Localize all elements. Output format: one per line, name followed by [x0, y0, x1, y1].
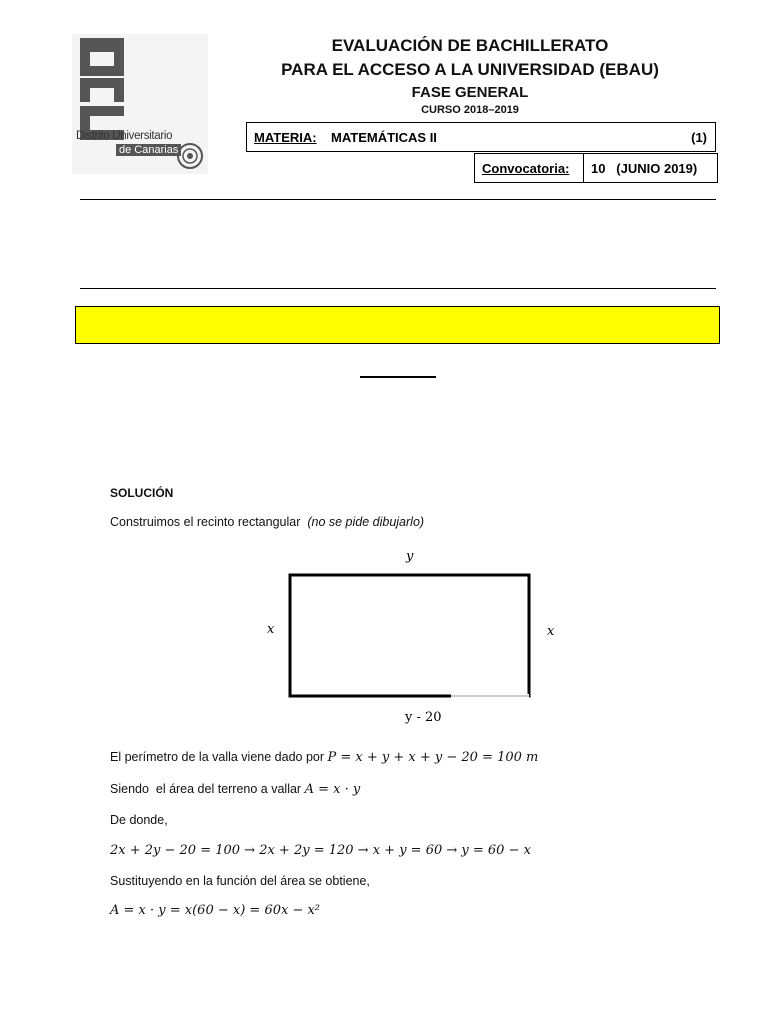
- area-line: [110, 782, 360, 797]
- perimeter-line: [110, 750, 538, 765]
- label-top-y: y: [406, 549, 414, 564]
- university-logo: [72, 34, 208, 174]
- area-function-equation: A = x · y = x(60 − x) = 60x − x²: [110, 903, 321, 918]
- area-equation: A = x · y: [304, 782, 361, 797]
- fence-rectangle: [290, 575, 529, 696]
- de-donde-text: De donde,: [110, 813, 168, 827]
- short-underline: [360, 376, 436, 378]
- intro-note: (no se pide dibujarlo): [307, 515, 425, 529]
- highlight-bar: [75, 306, 720, 344]
- subject-value: MATEMÁTICAS II: [331, 130, 437, 145]
- logo-text-line1: Distrito Universitario: [76, 130, 173, 142]
- rectangle-diagram: [0, 540, 768, 740]
- label-bottom: y - 20: [405, 710, 442, 725]
- convocation-value: 10 (JUNIO 2019): [591, 161, 698, 176]
- label-left-x: x: [267, 622, 275, 637]
- intro-text: Construimos el recinto rectangular: [110, 515, 301, 529]
- perimeter-text: El perímetro de la valla viene dado por: [110, 750, 325, 764]
- divider-bottom: [80, 288, 716, 289]
- area-text: Siendo el área del terreno a vallar: [110, 782, 302, 796]
- label-right-x: x: [547, 624, 555, 639]
- solution-heading: SOLUCIÓN: [110, 486, 174, 500]
- convocation-label: Convocatoria:: [482, 161, 570, 176]
- convocation-box: [474, 153, 718, 183]
- subject-box: [246, 122, 716, 152]
- exam-course: CURSO 2018–2019: [421, 104, 519, 116]
- solution-intro: [110, 515, 424, 529]
- perimeter-equation: P = x + y + x + y − 20 = 100 m: [327, 750, 539, 765]
- exam-phase: FASE GENERAL: [411, 84, 529, 101]
- subject-number: (1): [691, 130, 707, 145]
- divider-top: [80, 199, 716, 200]
- convocation-divider: [583, 154, 584, 182]
- logo-text-line2: de Canarias: [116, 144, 181, 156]
- substitution-text: Sustituyendo en la función del área se obtiene,: [110, 874, 370, 888]
- subject-label: MATERIA:: [254, 130, 317, 145]
- equation-derivation: 2x + 2y − 20 = 100 → 2x + 2y = 120 → x + y = 60 → y = 60 − x: [110, 843, 531, 858]
- exam-title: EVALUACIÓN DE BACHILLERATO: [331, 36, 609, 55]
- exam-subtitle: PARA EL ACCESO A LA UNIVERSIDAD (EBAU): [281, 60, 659, 79]
